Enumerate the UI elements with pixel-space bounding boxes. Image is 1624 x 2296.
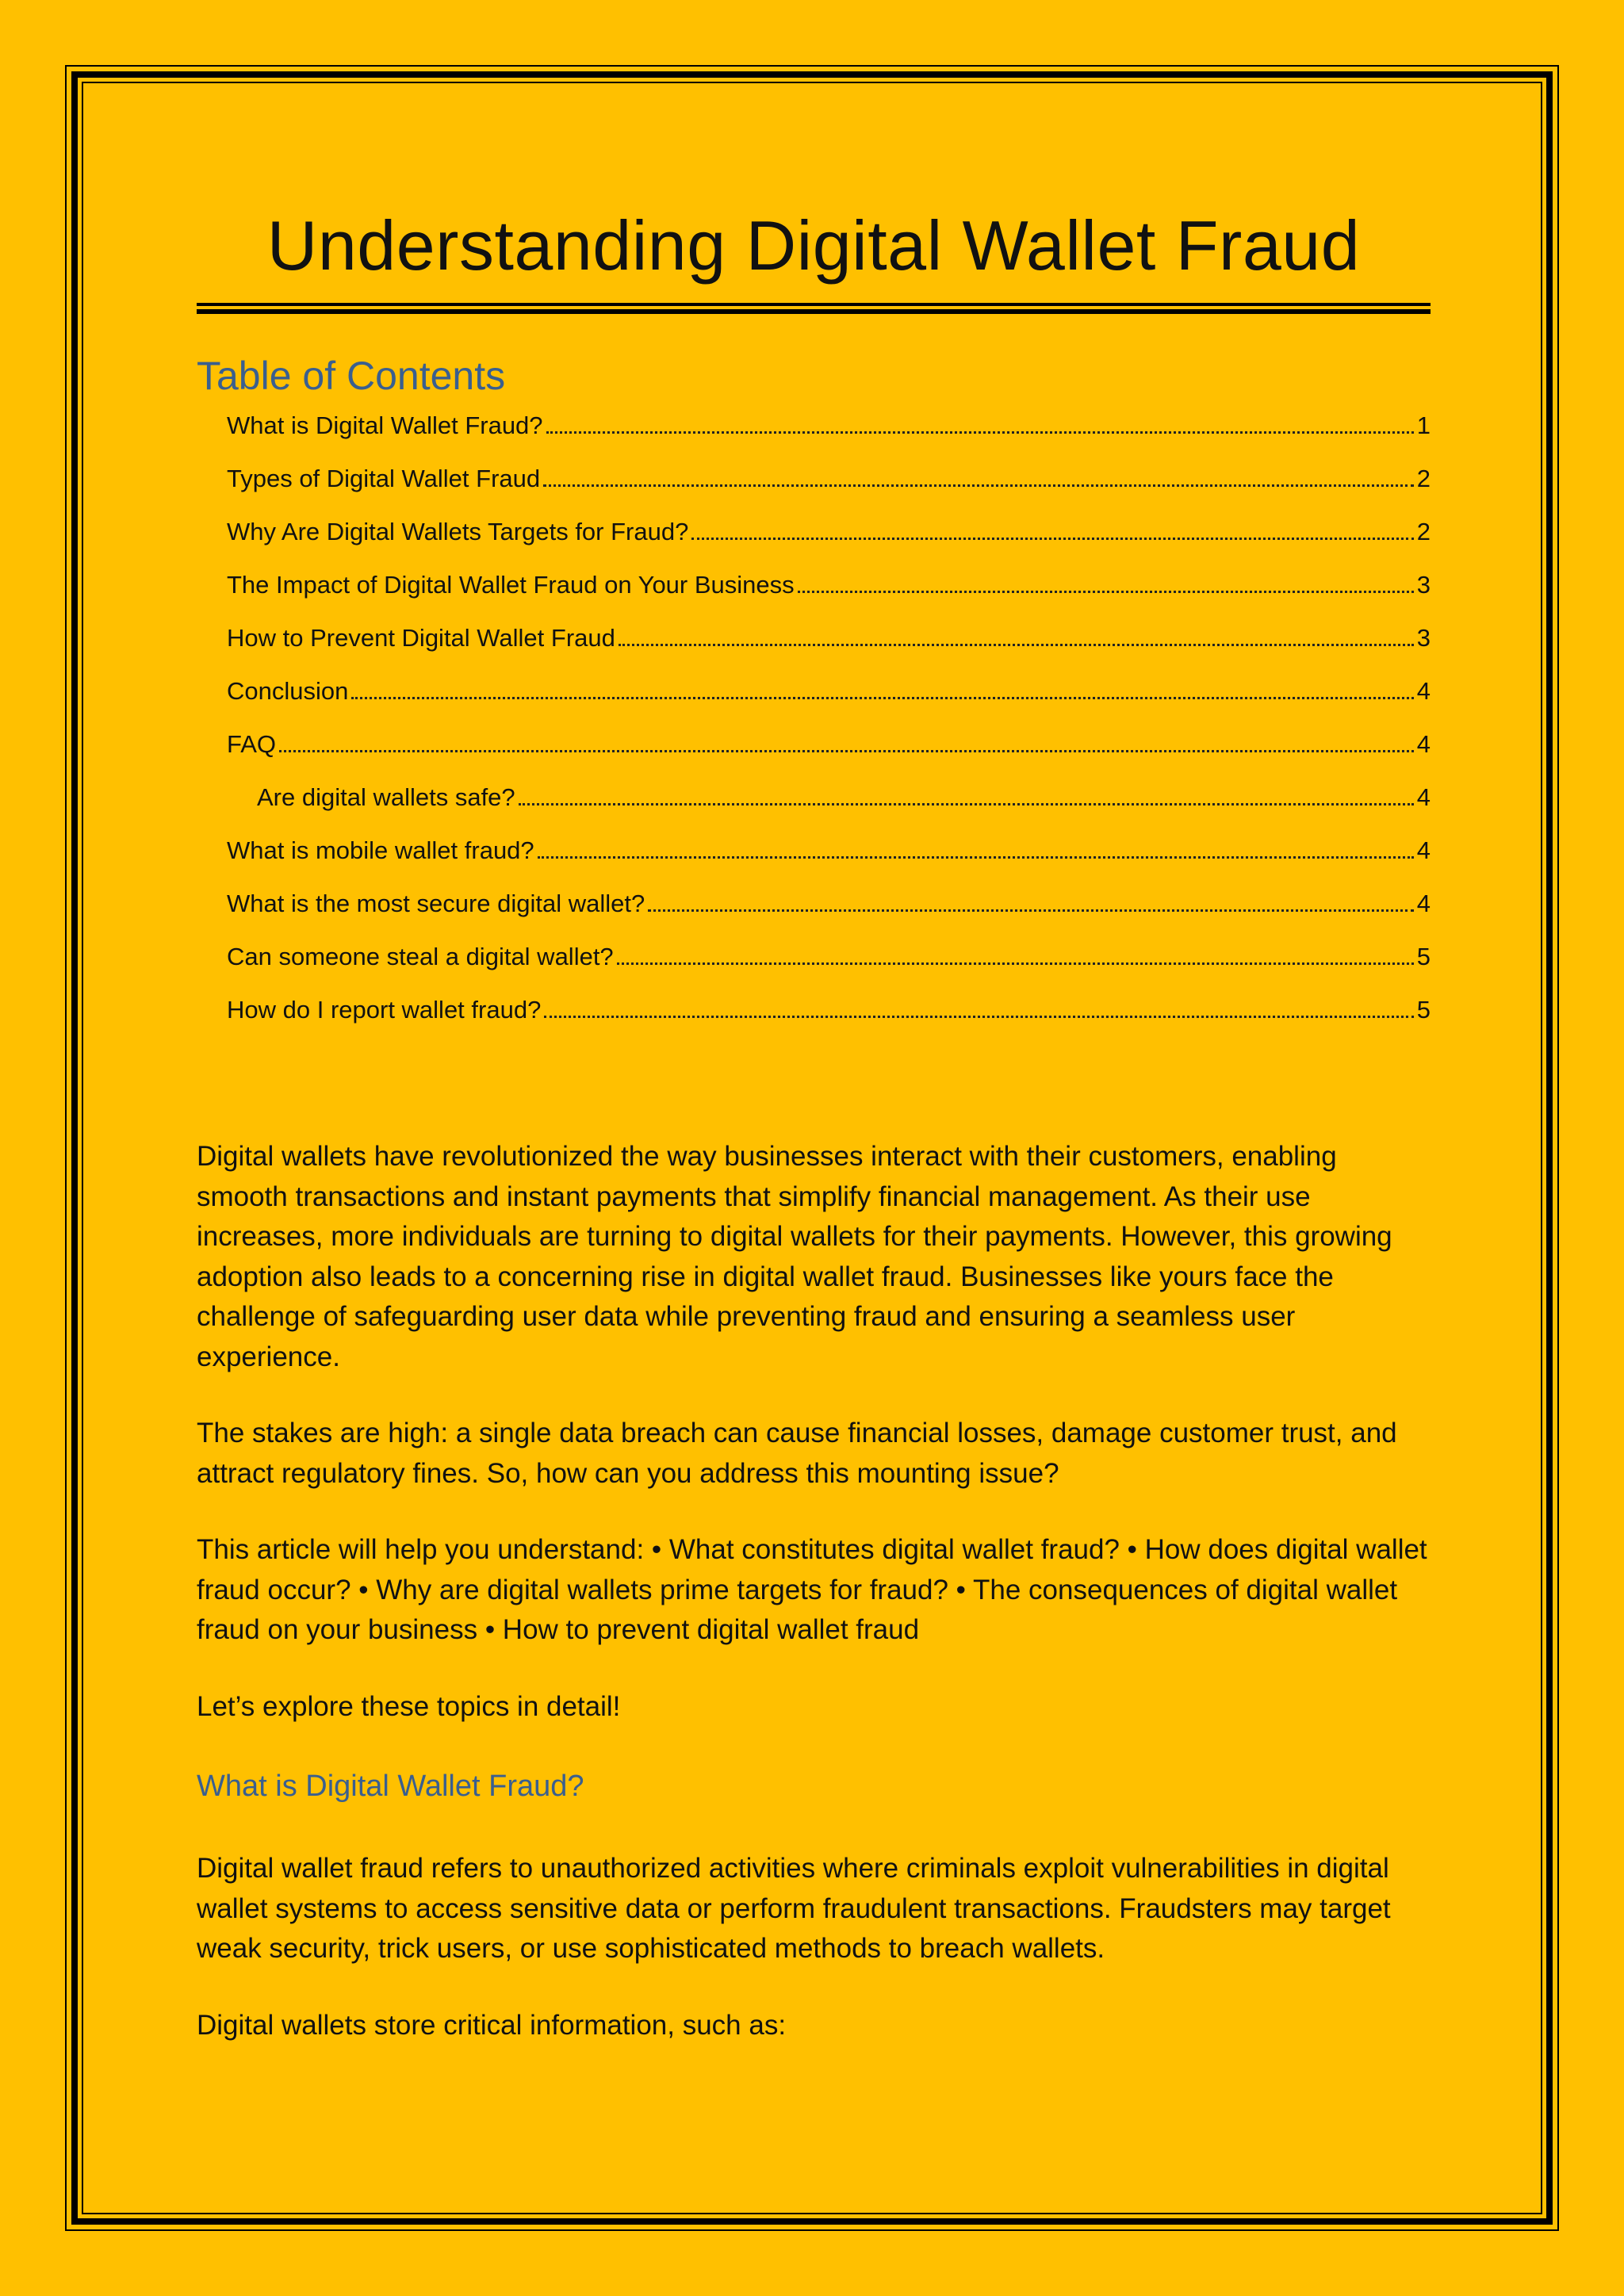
toc-entry[interactable] xyxy=(197,618,1431,672)
table-of-contents xyxy=(197,406,1431,1043)
toc-leader-dots xyxy=(691,537,1413,540)
toc-page-number: 3 xyxy=(1416,624,1431,652)
article-overview-paragraph: This article will help you understand: • What constitutes digital wallet fraud? • How does digital wallet fraud occur? • Why are digital wallets prime targets for fraud? • The consequences of digital wallet fraud on your business • How to prevent digital wallet fraud xyxy=(197,1534,1427,1645)
toc-entry[interactable] xyxy=(197,725,1431,778)
toc-leader-dots xyxy=(519,802,1414,806)
toc-subentry[interactable] xyxy=(197,778,1431,831)
toc-page-number: 5 xyxy=(1416,996,1431,1024)
toc-entry-label: Are digital wallets safe? xyxy=(257,783,515,811)
toc-page-number: 2 xyxy=(1416,518,1431,545)
toc-page-number: 5 xyxy=(1416,943,1431,970)
toc-entry[interactable] xyxy=(197,672,1431,725)
toc-entry[interactable] xyxy=(197,937,1431,990)
document-content xyxy=(197,198,1431,2045)
toc-entry[interactable] xyxy=(197,831,1431,884)
toc-leader-dots xyxy=(546,430,1414,434)
document-title: Understanding Digital Wallet Fraud xyxy=(266,206,1361,285)
toc-entry-label: Types of Digital Wallet Fraud xyxy=(227,465,541,492)
toc-page-number: 3 xyxy=(1416,571,1431,599)
toc-page-number: 4 xyxy=(1416,836,1431,864)
toc-entry[interactable] xyxy=(197,406,1431,459)
toc-heading: Table of Contents xyxy=(197,354,506,398)
toc-entry-label: Why Are Digital Wallets Targets for Fraud? xyxy=(227,518,689,545)
toc-entry-label: Conclusion xyxy=(227,677,349,705)
toc-leader-dots xyxy=(648,909,1414,912)
toc-leader-dots xyxy=(619,643,1414,646)
stakes-paragraph: The stakes are high: a single data breach can cause financial losses, damage customer trust, and attract regulatory fines. So, how can you address this mounting issue? xyxy=(197,1418,1397,1489)
stored-info-paragraph: Digital wallets store critical information, such as: xyxy=(197,2009,787,2041)
toc-entry-label: The Impact of Digital Wallet Fraud on Your Business xyxy=(227,571,795,599)
toc-entry[interactable] xyxy=(197,512,1431,565)
toc-entry[interactable] xyxy=(197,990,1431,1043)
toc-page-number: 4 xyxy=(1416,730,1431,758)
toc-leader-dots xyxy=(538,855,1414,859)
toc-leader-dots xyxy=(798,590,1414,593)
toc-leader-dots xyxy=(617,962,1414,965)
section-heading: What is Digital Wallet Fraud? xyxy=(197,1770,584,1803)
definition-paragraph: Digital wallet fraud refers to unauthorized activities where criminals exploit vulnerabilities in digital wallet systems to access sensitive data or perform fraudulent transactions. Fraudsters may target weak security, trick users, or use sophisticated methods to breach wallets. xyxy=(197,1853,1391,1964)
explore-paragraph: Let’s explore these topics in detail! xyxy=(197,1690,621,1722)
toc-leader-dots xyxy=(351,696,1413,699)
toc-entry[interactable] xyxy=(197,884,1431,937)
toc-entry-label: FAQ xyxy=(227,730,277,758)
toc-leader-dots xyxy=(279,749,1414,752)
toc-entry-label: What is the most secure digital wallet? xyxy=(227,890,645,917)
toc-entry-label: How do I report wallet fraud? xyxy=(227,996,542,1024)
toc-page-number: 4 xyxy=(1416,890,1431,917)
toc-page-number: 4 xyxy=(1416,783,1431,811)
title-underline xyxy=(197,303,1431,314)
toc-entry-label: How to Prevent Digital Wallet Fraud xyxy=(227,624,615,652)
toc-entry-label: Can someone steal a digital wallet? xyxy=(227,943,614,970)
toc-leader-dots xyxy=(543,484,1414,487)
toc-page-number: 4 xyxy=(1416,677,1431,705)
toc-leader-dots xyxy=(544,1015,1413,1018)
toc-page-number: 1 xyxy=(1416,411,1431,439)
intro-paragraph: Digital wallets have revolutionized the way businesses interact with their customers, enabling smooth transactions and instant payments that simplify financial management. As their use increases, more individuals are turning to digital wallets for their payments. However, this growing adoption also leads to a concerning rise in digital wallet fraud. Businesses like yours face the challenge of safeguarding user data while preventing fraud and ensuring a seamless user experience. xyxy=(197,1141,1392,1372)
toc-entry[interactable] xyxy=(197,565,1431,618)
toc-page-number: 2 xyxy=(1416,465,1431,492)
toc-entry-label: What is mobile wallet fraud? xyxy=(227,836,534,864)
toc-entry-label: What is Digital Wallet Fraud? xyxy=(227,411,543,439)
toc-entry[interactable] xyxy=(197,459,1431,512)
